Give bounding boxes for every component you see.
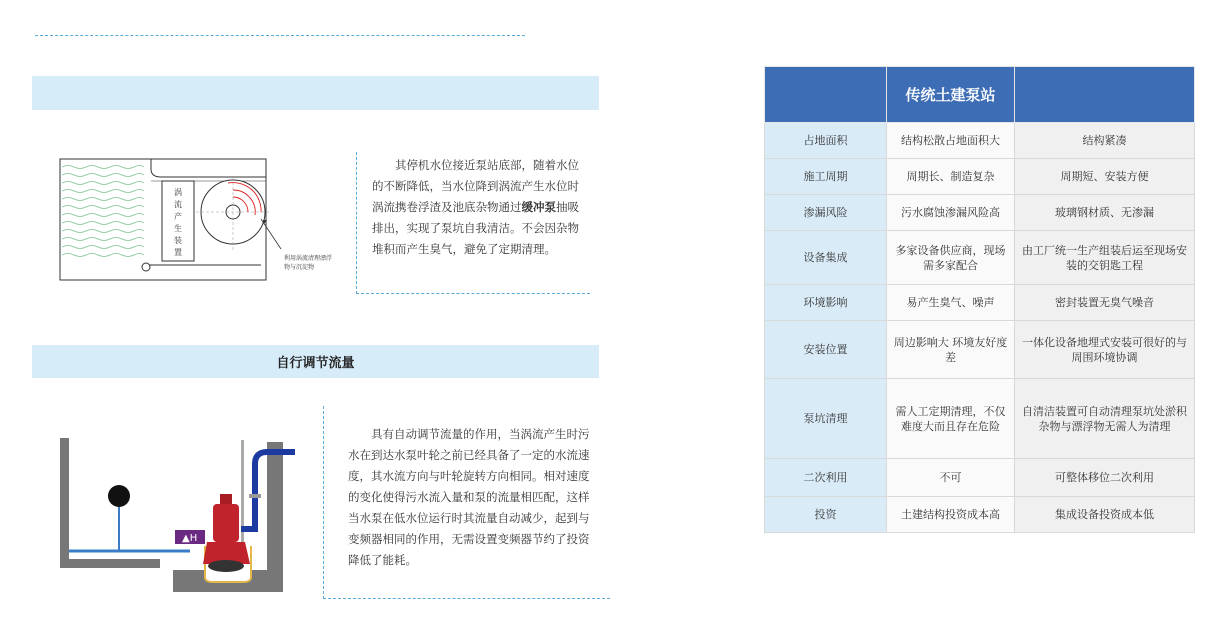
device-label-char: 产 bbox=[174, 212, 182, 221]
table-row bbox=[765, 497, 1195, 533]
table-row bbox=[765, 195, 1195, 231]
top-dashed-rule bbox=[35, 35, 525, 36]
row-traditional: 周边影响大 环境友好度差 bbox=[887, 321, 1015, 379]
row-item: 投资 bbox=[765, 497, 887, 533]
callout-text-line1: 利用涡流清理漂浮 bbox=[284, 255, 333, 262]
row-integrated: 集成设备投资成本低 bbox=[1015, 497, 1195, 533]
row-item: 渗漏风险 bbox=[765, 195, 887, 231]
row-integrated: 周期短、安装方便 bbox=[1015, 159, 1195, 195]
row-integrated: 一体化设备地埋式安装可很好的与周围环境协调 bbox=[1015, 321, 1195, 379]
device-label-char: 装 bbox=[174, 236, 182, 245]
para1-bold-term: 缓冲泵 bbox=[521, 200, 556, 214]
row-traditional: 结构松散占地面积大 bbox=[887, 123, 1015, 159]
row-traditional: 土建结构投资成本高 bbox=[887, 497, 1015, 533]
row-item: 环境影响 bbox=[765, 285, 887, 321]
table-row bbox=[765, 159, 1195, 195]
callout-text-line2: 物与沉淀物 bbox=[284, 264, 315, 271]
comparison-table bbox=[764, 66, 1195, 533]
row-item: 占地面积 bbox=[765, 123, 887, 159]
table-row bbox=[765, 379, 1195, 459]
section2-title-band bbox=[32, 345, 599, 378]
row-item: 施工周期 bbox=[765, 159, 887, 195]
row-integrated: 密封装置无臭气噪音 bbox=[1015, 285, 1195, 321]
device-label-char: 涡 bbox=[174, 188, 182, 197]
row-traditional: 易产生臭气、噪声 bbox=[887, 285, 1015, 321]
section1-paragraph bbox=[372, 155, 588, 260]
table-row bbox=[765, 321, 1195, 379]
table-row bbox=[765, 459, 1195, 497]
section2-title: 自行调节流量 bbox=[276, 356, 355, 371]
table-row bbox=[765, 231, 1195, 285]
section1-title-band bbox=[32, 76, 599, 110]
header-integrated bbox=[1015, 67, 1195, 123]
row-item: 设备集成 bbox=[765, 231, 887, 285]
row-integrated: 由工厂统一生产组装后运至现场安装的交钥匙工程 bbox=[1015, 231, 1195, 285]
level-label-text: ▲H bbox=[182, 533, 198, 544]
vortex-cleaning-diagram bbox=[56, 157, 356, 285]
row-item: 泵坑清理 bbox=[765, 379, 887, 459]
row-traditional: 多家设备供应商，现场需多家配合 bbox=[887, 231, 1015, 285]
device-label-char: 生 bbox=[174, 224, 182, 233]
row-integrated: 自清洁装置可自动清理泵坑处淤积杂物与漂浮物无需人为清理 bbox=[1015, 379, 1195, 459]
pump-body bbox=[213, 504, 239, 542]
row-integrated: 玻璃钢材质、无渗漏 bbox=[1015, 195, 1195, 231]
device-label-char: 置 bbox=[174, 248, 182, 257]
float-ball bbox=[108, 485, 130, 507]
row-integrated: 可整体移位二次利用 bbox=[1015, 459, 1195, 497]
row-traditional: 需人工定期清理，不仅难度大而且存在危险 bbox=[887, 379, 1015, 459]
para1-text-end: 抽吸排出，实现了泵坑自我清洁。不会因杂物堆积而产生臭气，避免了定期清理。 bbox=[372, 200, 579, 256]
header-traditional: 传统土建泵站 bbox=[887, 67, 1015, 123]
row-item: 二次利用 bbox=[765, 459, 887, 497]
row-item: 安装位置 bbox=[765, 321, 887, 379]
para1-text-start: 其停机水位接近泵站底部，随着水位的不断降低，当水位降到涡流产生水位时涡流携卷浮渣及池底杂物通过 bbox=[372, 158, 579, 214]
table-row bbox=[765, 285, 1195, 321]
row-traditional: 污水腐蚀渗漏风险高 bbox=[887, 195, 1015, 231]
header-item bbox=[765, 67, 887, 123]
flow-regulation-diagram bbox=[55, 434, 305, 594]
row-traditional: 周期长、制造复杂 bbox=[887, 159, 1015, 195]
row-integrated: 结构紧凑 bbox=[1015, 123, 1195, 159]
table-header-row bbox=[765, 67, 1195, 123]
row-traditional: 不可 bbox=[887, 459, 1015, 497]
table-row bbox=[765, 123, 1195, 159]
device-label-char: 流 bbox=[174, 200, 182, 209]
section2-paragraph: 具有自动调节流量的作用，当涡流产生时污水在到达水泵叶轮之前已经具备了一定的水流速度，其水流方向与叶轮旋转方向相同。相对速度的变化使得污水流入量和泵的流量相匹配，这样当水泵在低水位运行时其流量自动减少，起到与变频器相同的作用，无需设置变频器节约了投资降低了能耗。 bbox=[348, 427, 590, 567]
